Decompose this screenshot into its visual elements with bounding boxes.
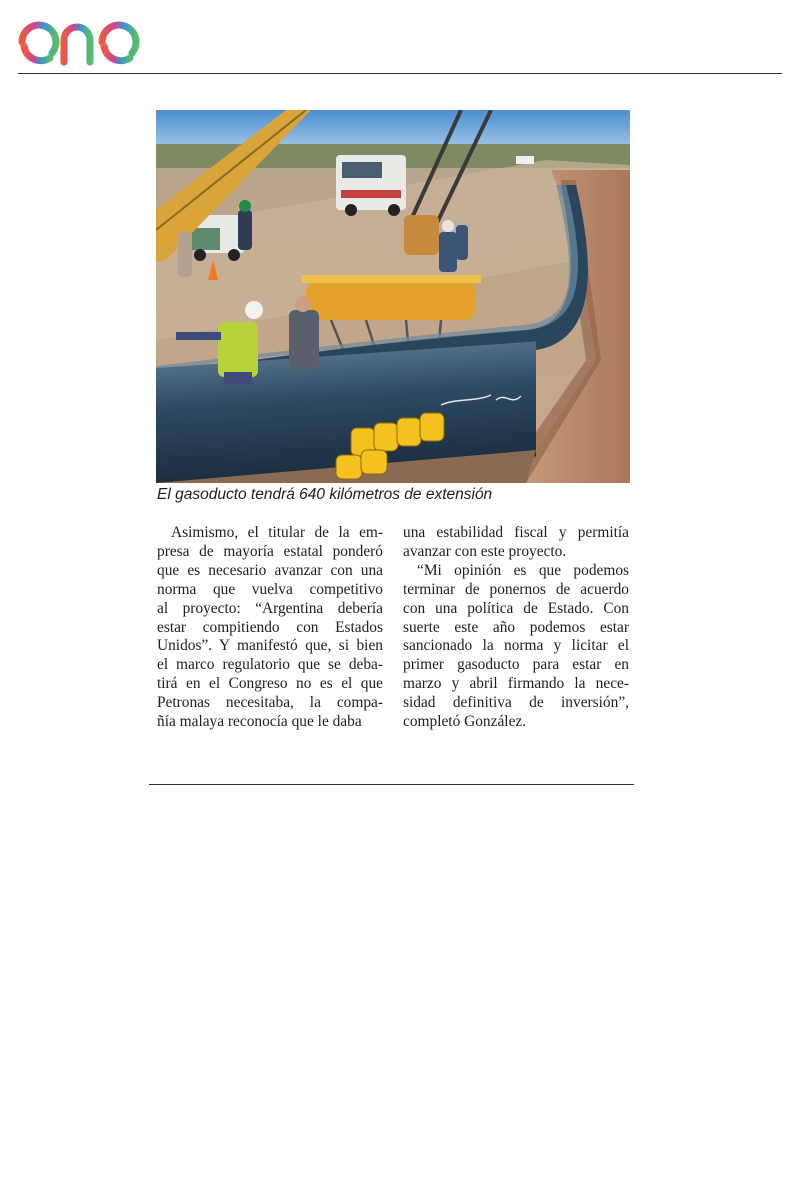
pipeline-photo-icon (156, 110, 630, 483)
article-line: suerte este año podemos estar (403, 618, 629, 636)
article-line: con una política de Estado. Con (403, 599, 629, 617)
article-bottom-divider (149, 784, 634, 785)
article-line: Asimismo, el titular de la em- (171, 524, 383, 541)
article-line: que es necesario avanzar con una (157, 561, 383, 579)
article-line: terminar de ponernos de acuerdo (403, 580, 629, 598)
header-divider (18, 73, 782, 74)
article-column-left (157, 524, 383, 732)
article-line: presa de mayoría estatal ponderó (157, 542, 383, 560)
article-line: avanzar con este proyecto. (403, 542, 567, 560)
photo-caption: El gasoducto tendrá 640 kilómetros de extensión (157, 486, 493, 503)
enel-logo-icon (16, 4, 186, 70)
article-line: Petronas necesitaba, la compa- (157, 694, 383, 712)
article-line: tirá en el Congreso no es el que (157, 675, 383, 693)
article-column-right (403, 524, 629, 732)
enel-logo[interactable] (16, 4, 186, 75)
article-line: el marco regulatorio que se deba- (157, 656, 383, 674)
article-line: marzo y abril firmando la nece- (403, 675, 629, 693)
article-line: Unidos”. Y manifestó que, si bien (157, 637, 383, 655)
pipeline-photo (156, 110, 630, 483)
article-line: estar compitiendo con Estados (157, 618, 383, 636)
article-line: ñía malaya reconocía que le daba (157, 713, 362, 731)
article-line: norma que vuelva competitivo (157, 580, 383, 598)
article-line: primer gasoducto para estar en (403, 656, 629, 674)
article-line: al proyecto: “Argentina debería (157, 599, 383, 617)
article-line: “Mi opinión es que podemos (417, 561, 629, 579)
article-line: completó González. (403, 713, 527, 731)
article-line: sancionado la norma y licitar el (403, 637, 629, 655)
article-line: sidad definitiva de inversión”, (403, 694, 629, 712)
article-line: una estabilidad fiscal y permitía (403, 524, 629, 541)
page-header (0, 0, 800, 80)
